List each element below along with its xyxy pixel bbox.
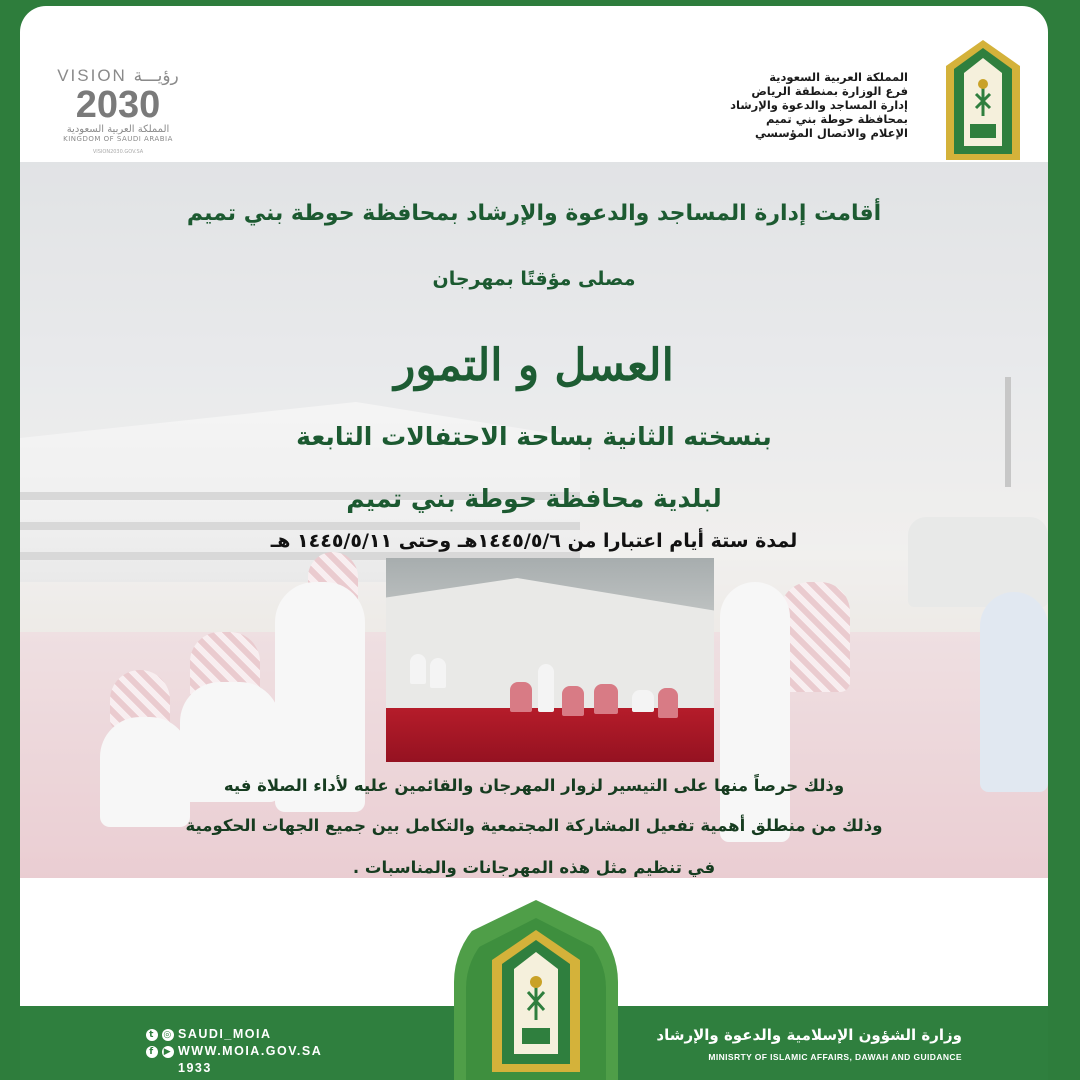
vision-year: 2030 (75, 84, 161, 126)
facebook-icon[interactable]: f (146, 1046, 158, 1058)
ministry-line: المملكة العربية السعودية (769, 70, 908, 84)
vision-arabic-country: المملكة العربية السعودية (66, 124, 170, 135)
twitter-icon[interactable]: t (146, 1029, 158, 1041)
phone-number: 1933 (178, 1061, 212, 1075)
poster-card (20, 6, 1048, 1080)
announcement-bottom-3: في تنظيم مثل هذه المهرجانات والمناسبات . (352, 858, 716, 877)
youtube-icon[interactable]: ▶ (163, 1046, 173, 1057)
announcement-line-1: أقامت إدارة المساجد والدعوة والإرشاد بمحافظة حوطة بني تميم (186, 201, 882, 226)
instagram-icon[interactable]: ◎ (163, 1029, 173, 1040)
vision-2030-logo (48, 66, 188, 176)
vision-url: VISION2030.GOV.SA (92, 149, 144, 155)
announcement-line-2: مصلى مؤقتًا بمهرجان (432, 268, 636, 290)
ministry-branch-text (730, 70, 908, 140)
announcement-dates: لمدة ستة أيام اعتبارا من ١٤٤٥/٥/٦هـ وحتى ١٤٤٥/٥/١١ هـ (270, 530, 798, 552)
announcement-bottom-1: وذلك حرصاً منها على التيسير لزوار المهرجان والقائمين عليه لأداء الصلاة فيه (223, 776, 845, 795)
ministry-line: الإعلام والاتصال المؤسسي (755, 126, 908, 140)
website-link[interactable]: WWW.MOIA.GOV.SA (178, 1044, 323, 1058)
ministry-line: إدارة المساجد والدعوة والإرشاد (730, 98, 908, 112)
ministry-name-ar: وزارة الشؤون الإسلامية والدعوة والإرشاد (656, 1026, 962, 1044)
social-handle[interactable]: SAUDI_MOIA (178, 1027, 272, 1041)
ministry-line: فرع الوزارة بمنطقة الرياض (751, 84, 908, 98)
ministry-name-en: MINISRTY OF ISLAMIC AFFAIRS, DAWAH AND GUIDANCE (708, 1052, 962, 1062)
vision-arabic-title: رؤيـــة (133, 66, 179, 85)
ministry-emblem-icon (940, 36, 1026, 164)
social-contact-block (146, 1026, 322, 1077)
vision-title: VISION (57, 66, 127, 85)
footer-ministry-name (656, 1026, 962, 1062)
ministry-line: بمحافظة حوطة بني تميم (765, 112, 908, 126)
festival-title: العسل و التمور (394, 340, 674, 391)
prayer-tent-photo (386, 558, 714, 762)
vision-english-country: KINGDOM OF SAUDI ARABIA (63, 135, 173, 143)
announcement-bottom-2: وذلك من منطلق أهمية تفعيل المشاركة المجتمعية والتكامل بين جميع الجهات الحكومية (185, 816, 883, 835)
announcement-line-4: بنسخته الثانية بساحة الاحتفالات التابعة (296, 422, 772, 451)
footer-emblem-icon (486, 926, 586, 1076)
announcement-line-5: لبلدية محافظة حوطة بني تميم (346, 484, 722, 513)
